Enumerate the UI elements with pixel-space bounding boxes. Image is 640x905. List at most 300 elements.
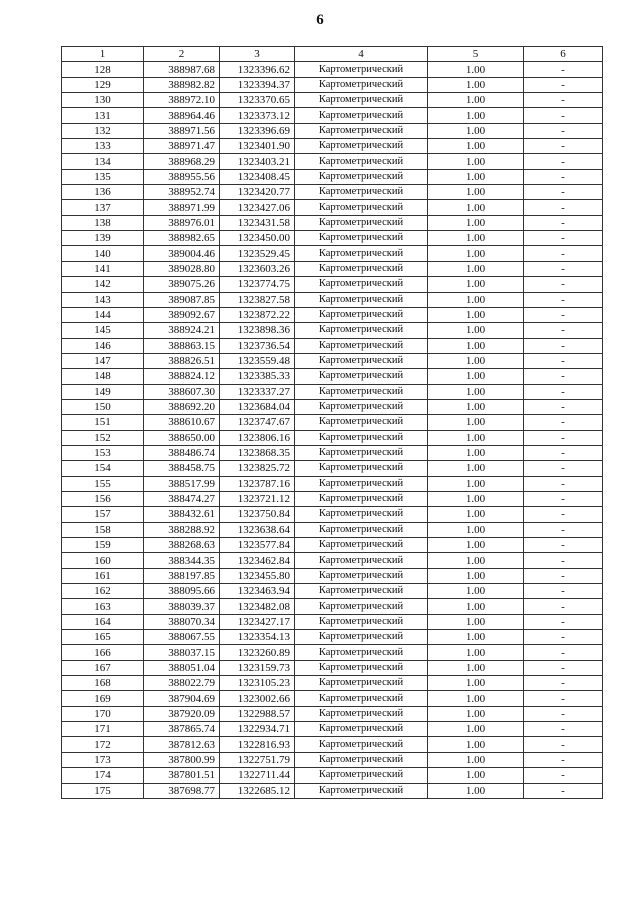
method-cell: Картометрический <box>295 553 428 568</box>
table-row <box>62 369 603 384</box>
note-cell: - <box>524 108 603 123</box>
method-cell: Картометрический <box>295 277 428 292</box>
method-cell: Картометрический <box>295 185 428 200</box>
point-number-cell: 168 <box>62 676 144 691</box>
table-body <box>62 62 603 799</box>
page-number: 6 <box>316 12 324 28</box>
method-cell: Картометрический <box>295 200 428 215</box>
x-coordinate-cell: 388458.75 <box>144 461 220 476</box>
table-row <box>62 246 603 261</box>
note-cell: - <box>524 630 603 645</box>
y-coordinate-cell: 1322711.44 <box>220 768 295 783</box>
method-cell: Картометрический <box>295 123 428 138</box>
table-row <box>62 645 603 660</box>
point-number-cell: 165 <box>62 630 144 645</box>
header-cell: 5 <box>428 47 524 62</box>
method-cell: Картометрический <box>295 307 428 322</box>
x-coordinate-cell: 389004.46 <box>144 246 220 261</box>
method-cell: Картометрический <box>295 737 428 752</box>
method-cell: Картометрический <box>295 246 428 261</box>
point-number-cell: 152 <box>62 430 144 445</box>
x-coordinate-cell: 388095.66 <box>144 584 220 599</box>
note-cell: - <box>524 307 603 322</box>
accuracy-cell: 1.00 <box>428 185 524 200</box>
note-cell: - <box>524 691 603 706</box>
table-row <box>62 399 603 414</box>
y-coordinate-cell: 1322988.57 <box>220 706 295 721</box>
y-coordinate-cell: 1323750.84 <box>220 507 295 522</box>
note-cell: - <box>524 507 603 522</box>
x-coordinate-cell: 388968.29 <box>144 154 220 169</box>
table-row <box>62 476 603 491</box>
note-cell: - <box>524 185 603 200</box>
note-cell: - <box>524 584 603 599</box>
table-row <box>62 139 603 154</box>
table-row <box>62 231 603 246</box>
method-cell: Картометрический <box>295 476 428 491</box>
accuracy-cell: 1.00 <box>428 599 524 614</box>
table-row <box>62 445 603 460</box>
accuracy-cell: 1.00 <box>428 461 524 476</box>
x-coordinate-cell: 388344.35 <box>144 553 220 568</box>
accuracy-cell: 1.00 <box>428 261 524 276</box>
note-cell: - <box>524 538 603 553</box>
point-number-cell: 142 <box>62 277 144 292</box>
point-number-cell: 162 <box>62 584 144 599</box>
accuracy-cell: 1.00 <box>428 768 524 783</box>
y-coordinate-cell: 1322934.71 <box>220 722 295 737</box>
note-cell: - <box>524 139 603 154</box>
point-number-cell: 131 <box>62 108 144 123</box>
point-number-cell: 151 <box>62 415 144 430</box>
x-coordinate-cell: 388971.99 <box>144 200 220 215</box>
y-coordinate-cell: 1323403.21 <box>220 154 295 169</box>
header-cell: 2 <box>144 47 220 62</box>
y-coordinate-cell: 1323420.77 <box>220 185 295 200</box>
x-coordinate-cell: 387865.74 <box>144 722 220 737</box>
method-cell: Картометрический <box>295 676 428 691</box>
method-cell: Картометрический <box>295 169 428 184</box>
point-number-cell: 157 <box>62 507 144 522</box>
note-cell: - <box>524 231 603 246</box>
x-coordinate-cell: 388037.15 <box>144 645 220 660</box>
accuracy-cell: 1.00 <box>428 353 524 368</box>
point-number-cell: 132 <box>62 123 144 138</box>
y-coordinate-cell: 1322816.93 <box>220 737 295 752</box>
method-cell: Картометрический <box>295 599 428 614</box>
accuracy-cell: 1.00 <box>428 476 524 491</box>
y-coordinate-cell: 1323872.22 <box>220 307 295 322</box>
method-cell: Картометрический <box>295 522 428 537</box>
point-number-cell: 156 <box>62 491 144 506</box>
point-number-cell: 130 <box>62 93 144 108</box>
table-row <box>62 553 603 568</box>
accuracy-cell: 1.00 <box>428 415 524 430</box>
note-cell: - <box>524 783 603 798</box>
y-coordinate-cell: 1323427.17 <box>220 614 295 629</box>
note-cell: - <box>524 706 603 721</box>
table-row <box>62 62 603 77</box>
note-cell: - <box>524 491 603 506</box>
header-cell: 1 <box>62 47 144 62</box>
y-coordinate-cell: 1323898.36 <box>220 323 295 338</box>
point-number-cell: 161 <box>62 568 144 583</box>
point-number-cell: 154 <box>62 461 144 476</box>
x-coordinate-cell: 388824.12 <box>144 369 220 384</box>
note-cell: - <box>524 123 603 138</box>
table-row <box>62 415 603 430</box>
y-coordinate-cell: 1323396.69 <box>220 123 295 138</box>
x-coordinate-cell: 388022.79 <box>144 676 220 691</box>
method-cell: Картометрический <box>295 706 428 721</box>
header-cell: 3 <box>220 47 295 62</box>
point-number-cell: 167 <box>62 660 144 675</box>
point-number-cell: 173 <box>62 752 144 767</box>
method-cell: Картометрический <box>295 93 428 108</box>
x-coordinate-cell: 387920.09 <box>144 706 220 721</box>
accuracy-cell: 1.00 <box>428 645 524 660</box>
accuracy-cell: 1.00 <box>428 630 524 645</box>
y-coordinate-cell: 1323463.94 <box>220 584 295 599</box>
point-number-cell: 170 <box>62 706 144 721</box>
table-row <box>62 430 603 445</box>
y-coordinate-cell: 1323396.62 <box>220 62 295 77</box>
table-row <box>62 185 603 200</box>
accuracy-cell: 1.00 <box>428 706 524 721</box>
note-cell: - <box>524 169 603 184</box>
point-number-cell: 166 <box>62 645 144 660</box>
accuracy-cell: 1.00 <box>428 584 524 599</box>
method-cell: Картометрический <box>295 353 428 368</box>
accuracy-cell: 1.00 <box>428 154 524 169</box>
point-number-cell: 150 <box>62 399 144 414</box>
y-coordinate-cell: 1323827.58 <box>220 292 295 307</box>
x-coordinate-cell: 389087.85 <box>144 292 220 307</box>
method-cell: Картометрический <box>295 338 428 353</box>
accuracy-cell: 1.00 <box>428 538 524 553</box>
x-coordinate-cell: 389028.80 <box>144 261 220 276</box>
x-coordinate-cell: 388971.56 <box>144 123 220 138</box>
y-coordinate-cell: 1323105.23 <box>220 676 295 691</box>
note-cell: - <box>524 430 603 445</box>
x-coordinate-cell: 388982.82 <box>144 77 220 92</box>
accuracy-cell: 1.00 <box>428 522 524 537</box>
accuracy-cell: 1.00 <box>428 507 524 522</box>
y-coordinate-cell: 1323806.16 <box>220 430 295 445</box>
accuracy-cell: 1.00 <box>428 660 524 675</box>
accuracy-cell: 1.00 <box>428 123 524 138</box>
y-coordinate-cell: 1323394.37 <box>220 77 295 92</box>
table-row <box>62 676 603 691</box>
accuracy-cell: 1.00 <box>428 200 524 215</box>
method-cell: Картометрический <box>295 691 428 706</box>
accuracy-cell: 1.00 <box>428 691 524 706</box>
accuracy-cell: 1.00 <box>428 108 524 123</box>
note-cell: - <box>524 62 603 77</box>
note-cell: - <box>524 737 603 752</box>
table-row <box>62 353 603 368</box>
table-row <box>62 215 603 230</box>
method-cell: Картометрический <box>295 384 428 399</box>
accuracy-cell: 1.00 <box>428 277 524 292</box>
table-row <box>62 154 603 169</box>
point-number-cell: 158 <box>62 522 144 537</box>
x-coordinate-cell: 388039.37 <box>144 599 220 614</box>
point-number-cell: 148 <box>62 369 144 384</box>
table-row <box>62 200 603 215</box>
note-cell: - <box>524 752 603 767</box>
x-coordinate-cell: 388610.67 <box>144 415 220 430</box>
note-cell: - <box>524 77 603 92</box>
y-coordinate-cell: 1323774.75 <box>220 277 295 292</box>
note-cell: - <box>524 568 603 583</box>
x-coordinate-cell: 388976.01 <box>144 215 220 230</box>
method-cell: Картометрический <box>295 645 428 660</box>
y-coordinate-cell: 1323450.00 <box>220 231 295 246</box>
x-coordinate-cell: 388972.10 <box>144 93 220 108</box>
note-cell: - <box>524 338 603 353</box>
method-cell: Картометрический <box>295 261 428 276</box>
method-cell: Картометрический <box>295 399 428 414</box>
method-cell: Картометрический <box>295 660 428 675</box>
note-cell: - <box>524 614 603 629</box>
point-number-cell: 143 <box>62 292 144 307</box>
table-row <box>62 323 603 338</box>
y-coordinate-cell: 1323482.08 <box>220 599 295 614</box>
method-cell: Картометрический <box>295 154 428 169</box>
y-coordinate-cell: 1323825.72 <box>220 461 295 476</box>
method-cell: Картометрический <box>295 323 428 338</box>
header-cell: 4 <box>295 47 428 62</box>
method-cell: Картометрический <box>295 369 428 384</box>
table-row <box>62 307 603 322</box>
accuracy-cell: 1.00 <box>428 307 524 322</box>
note-cell: - <box>524 323 603 338</box>
point-number-cell: 137 <box>62 200 144 215</box>
y-coordinate-cell: 1323747.67 <box>220 415 295 430</box>
header-row <box>62 47 603 62</box>
point-number-cell: 159 <box>62 538 144 553</box>
table-row <box>62 384 603 399</box>
y-coordinate-cell: 1323337.27 <box>220 384 295 399</box>
x-coordinate-cell: 389075.26 <box>144 277 220 292</box>
x-coordinate-cell: 388964.46 <box>144 108 220 123</box>
point-number-cell: 174 <box>62 768 144 783</box>
note-cell: - <box>524 660 603 675</box>
note-cell: - <box>524 676 603 691</box>
table-row <box>62 752 603 767</box>
y-coordinate-cell: 1323431.58 <box>220 215 295 230</box>
note-cell: - <box>524 246 603 261</box>
x-coordinate-cell: 387812.63 <box>144 737 220 752</box>
accuracy-cell: 1.00 <box>428 445 524 460</box>
note-cell: - <box>524 154 603 169</box>
y-coordinate-cell: 1323401.90 <box>220 139 295 154</box>
point-number-cell: 146 <box>62 338 144 353</box>
y-coordinate-cell: 1323159.73 <box>220 660 295 675</box>
accuracy-cell: 1.00 <box>428 722 524 737</box>
point-number-cell: 129 <box>62 77 144 92</box>
method-cell: Картометрический <box>295 415 428 430</box>
table-row <box>62 691 603 706</box>
method-cell: Картометрический <box>295 445 428 460</box>
x-coordinate-cell: 388971.47 <box>144 139 220 154</box>
note-cell: - <box>524 200 603 215</box>
point-number-cell: 169 <box>62 691 144 706</box>
y-coordinate-cell: 1323868.35 <box>220 445 295 460</box>
x-coordinate-cell: 389092.67 <box>144 307 220 322</box>
method-cell: Картометрический <box>295 783 428 798</box>
x-coordinate-cell: 387801.51 <box>144 768 220 783</box>
table-row <box>62 461 603 476</box>
point-number-cell: 163 <box>62 599 144 614</box>
point-number-cell: 175 <box>62 783 144 798</box>
note-cell: - <box>524 522 603 537</box>
method-cell: Картометрический <box>295 507 428 522</box>
y-coordinate-cell: 1322685.12 <box>220 783 295 798</box>
point-number-cell: 149 <box>62 384 144 399</box>
y-coordinate-cell: 1323354.13 <box>220 630 295 645</box>
method-cell: Картометрический <box>295 430 428 445</box>
accuracy-cell: 1.00 <box>428 246 524 261</box>
x-coordinate-cell: 388982.65 <box>144 231 220 246</box>
table-row <box>62 599 603 614</box>
table-row <box>62 169 603 184</box>
accuracy-cell: 1.00 <box>428 430 524 445</box>
x-coordinate-cell: 388826.51 <box>144 353 220 368</box>
y-coordinate-cell: 1323529.45 <box>220 246 295 261</box>
method-cell: Картометрический <box>295 292 428 307</box>
table-row <box>62 722 603 737</box>
table-row <box>62 507 603 522</box>
table-row <box>62 584 603 599</box>
point-number-cell: 141 <box>62 261 144 276</box>
x-coordinate-cell: 387904.69 <box>144 691 220 706</box>
point-number-cell: 147 <box>62 353 144 368</box>
table-row <box>62 568 603 583</box>
coordinates-table <box>61 46 603 799</box>
accuracy-cell: 1.00 <box>428 553 524 568</box>
method-cell: Картометрический <box>295 62 428 77</box>
y-coordinate-cell: 1323002.66 <box>220 691 295 706</box>
point-number-cell: 164 <box>62 614 144 629</box>
point-number-cell: 172 <box>62 737 144 752</box>
accuracy-cell: 1.00 <box>428 231 524 246</box>
x-coordinate-cell: 388067.55 <box>144 630 220 645</box>
x-coordinate-cell: 388607.30 <box>144 384 220 399</box>
note-cell: - <box>524 261 603 276</box>
accuracy-cell: 1.00 <box>428 783 524 798</box>
method-cell: Картометрический <box>295 215 428 230</box>
accuracy-cell: 1.00 <box>428 614 524 629</box>
method-cell: Картометрический <box>295 231 428 246</box>
y-coordinate-cell: 1323408.45 <box>220 169 295 184</box>
point-number-cell: 136 <box>62 185 144 200</box>
note-cell: - <box>524 445 603 460</box>
accuracy-cell: 1.00 <box>428 323 524 338</box>
table-row <box>62 660 603 675</box>
accuracy-cell: 1.00 <box>428 491 524 506</box>
note-cell: - <box>524 476 603 491</box>
y-coordinate-cell: 1323370.65 <box>220 93 295 108</box>
table-row <box>62 123 603 138</box>
x-coordinate-cell: 388288.92 <box>144 522 220 537</box>
y-coordinate-cell: 1323603.26 <box>220 261 295 276</box>
header-cell: 6 <box>524 47 603 62</box>
x-coordinate-cell: 388863.15 <box>144 338 220 353</box>
table-row <box>62 93 603 108</box>
point-number-cell: 153 <box>62 445 144 460</box>
note-cell: - <box>524 722 603 737</box>
table-row <box>62 292 603 307</box>
table-row <box>62 737 603 752</box>
method-cell: Картометрический <box>295 568 428 583</box>
table-row <box>62 491 603 506</box>
accuracy-cell: 1.00 <box>428 737 524 752</box>
y-coordinate-cell: 1323638.64 <box>220 522 295 537</box>
point-number-cell: 135 <box>62 169 144 184</box>
point-number-cell: 128 <box>62 62 144 77</box>
table-row <box>62 261 603 276</box>
y-coordinate-cell: 1323559.48 <box>220 353 295 368</box>
method-cell: Картометрический <box>295 77 428 92</box>
point-number-cell: 139 <box>62 231 144 246</box>
y-coordinate-cell: 1323684.04 <box>220 399 295 414</box>
x-coordinate-cell: 387698.77 <box>144 783 220 798</box>
accuracy-cell: 1.00 <box>428 752 524 767</box>
method-cell: Картометрический <box>295 584 428 599</box>
table-row <box>62 77 603 92</box>
method-cell: Картометрический <box>295 752 428 767</box>
accuracy-cell: 1.00 <box>428 676 524 691</box>
x-coordinate-cell: 388987.68 <box>144 62 220 77</box>
note-cell: - <box>524 215 603 230</box>
method-cell: Картометрический <box>295 491 428 506</box>
accuracy-cell: 1.00 <box>428 369 524 384</box>
note-cell: - <box>524 399 603 414</box>
point-number-cell: 144 <box>62 307 144 322</box>
x-coordinate-cell: 388268.63 <box>144 538 220 553</box>
accuracy-cell: 1.00 <box>428 62 524 77</box>
accuracy-cell: 1.00 <box>428 169 524 184</box>
note-cell: - <box>524 93 603 108</box>
table-row <box>62 706 603 721</box>
note-cell: - <box>524 277 603 292</box>
x-coordinate-cell: 388474.27 <box>144 491 220 506</box>
y-coordinate-cell: 1323787.16 <box>220 476 295 491</box>
x-coordinate-cell: 388952.74 <box>144 185 220 200</box>
method-cell: Картометрический <box>295 461 428 476</box>
y-coordinate-cell: 1323721.12 <box>220 491 295 506</box>
x-coordinate-cell: 387800.99 <box>144 752 220 767</box>
note-cell: - <box>524 415 603 430</box>
point-number-cell: 138 <box>62 215 144 230</box>
table-row <box>62 277 603 292</box>
x-coordinate-cell: 388692.20 <box>144 399 220 414</box>
y-coordinate-cell: 1323455.80 <box>220 568 295 583</box>
accuracy-cell: 1.00 <box>428 399 524 414</box>
note-cell: - <box>524 369 603 384</box>
method-cell: Картометрический <box>295 722 428 737</box>
accuracy-cell: 1.00 <box>428 139 524 154</box>
accuracy-cell: 1.00 <box>428 338 524 353</box>
table-row <box>62 108 603 123</box>
x-coordinate-cell: 388924.21 <box>144 323 220 338</box>
y-coordinate-cell: 1323736.54 <box>220 338 295 353</box>
table-row <box>62 783 603 798</box>
note-cell: - <box>524 553 603 568</box>
y-coordinate-cell: 1323462.84 <box>220 553 295 568</box>
